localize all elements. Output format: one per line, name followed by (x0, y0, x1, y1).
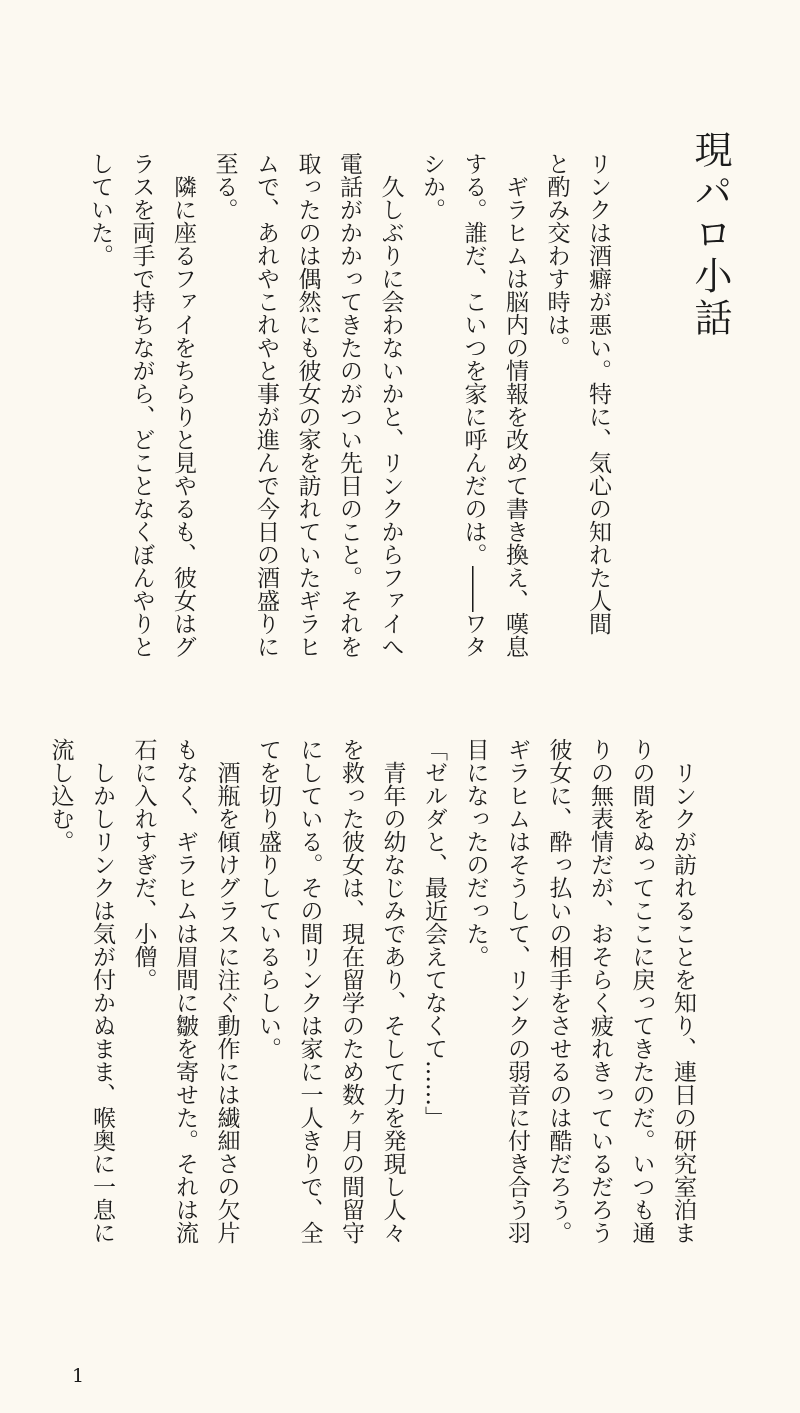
text-block-upper: リンクは酒癖が悪い。特に、気心の知れた人間 と酌み交わす時は。 ギラヒムは脳内の情報を改めて書き換え、嘆息 する。誰だ、こいつを家に呼んだのは。――ワタ シか。 久しぶりに会わないかと、リンクからファイへ 電話がかかってきたのがつい先日のこと。それを 取ったのは偶然にも彼女の家を訪れていたギラヒ ムで、あれやこれやと事が進んで今日の酒盛りに 至る。 隣に座るファイをちらりと見やるも、彼女はグ ラスを両手で持ちながら、どことなくぼんやりと していた。 (87, 152, 611, 658)
page-number: 1 (72, 1365, 85, 1387)
story-title: 現パロ小話 (688, 130, 732, 340)
text-block-lower: リンクが訪れることを知り、連日の研究室泊ま りの間をぬってここに戻ってきたのだ。いつも通 りの無表情だが、おそらく疲れきっているだろう 彼女に、酔っ払いの相手をさせるのは酷だろう。 ギラヒムはそうして、リンクの弱音に付き合う羽 目になったのだった。 「ゼルダと、最近会えてなくて……」 青年の幼なじみであり、そして力を発現し人々 を救った彼女は、現在留学のため数ヶ月の間留守 にしている。その間リンクは家に一人きりで、全 てを切り盛りしているらしい。 酒瓶を傾けグラスに注ぐ動作には繊細さの欠片 もなく、ギラヒムは眉間に皺を寄せた。それは流 石に入れすぎだ、小僧。 しかしリンクは気が付かぬまま、喉奥に一息に 流し込む。 (47, 738, 696, 1244)
